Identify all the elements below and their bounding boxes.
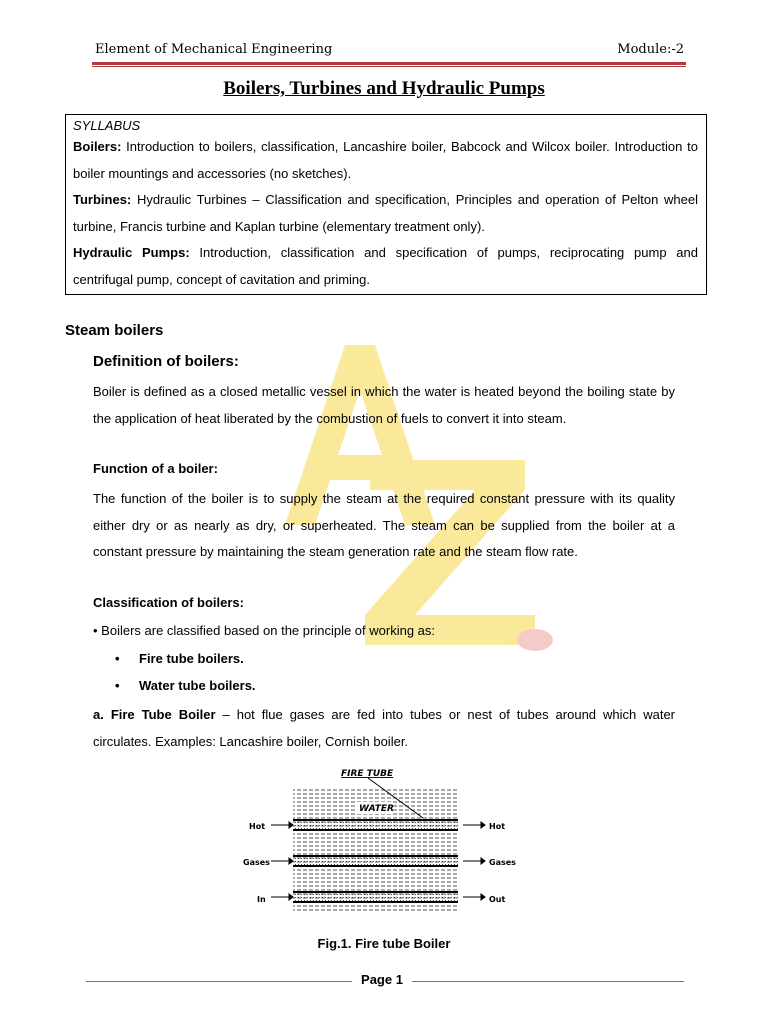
tube-2 (293, 856, 458, 866)
page-title: Boilers, Turbines and Hydraulic Pumps (223, 78, 545, 99)
classification-heading: Classification of boilers: (93, 595, 244, 610)
syllabus-turbines (73, 187, 698, 240)
footer-rule-left (86, 981, 352, 982)
syllabus-box (65, 114, 707, 295)
syllabus-heading: SYLLABUS (73, 118, 141, 133)
bullet-icon: • (115, 651, 120, 666)
bullet-icon: • (115, 678, 120, 693)
function-text: The function of the boiler is to supply the steam at the required constant pressure with its quality either dry or as nearly as dry, or superheated. The steam can be supplied from the boiler at a constant pressure by maintaining the steam generation rate and the steam flow rate. (93, 491, 675, 559)
footer-rule-right (412, 981, 684, 982)
fire-tube-diagram (243, 764, 523, 914)
left-arrows (271, 822, 293, 900)
left-label-gases: Gases (243, 858, 270, 867)
fire-tube-text (93, 702, 675, 755)
tube-3 (293, 892, 458, 902)
fire-tube-description: – hot flue gases are fed into tubes or nest of tubes around which water circulates. Examples: Lancashire boiler, Cornish boiler. (93, 707, 676, 749)
page-number: Page 1 (361, 972, 403, 987)
list-item-label: Fire tube boilers. (139, 651, 244, 666)
syllabus-pumps-text: Introduction, classification and specification of pumps, reciprocating pump and centrifugal pump, concept of cavitation and priming. (73, 245, 698, 287)
syllabus-turbines-text: Hydraulic Turbines – Classification and specification, Principles and operation of Pelton wheel turbine, Francis turbine and Kaplan turbine (elementary treatment only). (73, 192, 698, 234)
syllabus-turbines-label: Turbines: (73, 192, 132, 207)
definition-heading: Definition of boilers: (93, 353, 239, 370)
header-module: Module:-2 (617, 42, 684, 57)
fire-tube-label: FIRE TUBE (341, 769, 394, 779)
header-course-title: Element of Mechanical Engineering (95, 42, 333, 57)
right-label-hot: Hot (489, 822, 506, 831)
water-label: WATER (359, 804, 394, 814)
header-rule (92, 62, 686, 65)
section-heading: Steam boilers (65, 322, 164, 339)
header-rule-thin (92, 66, 686, 67)
function-heading: Function of a boiler: (93, 461, 218, 476)
figure-caption: Fig.1. Fire tube Boiler (317, 936, 451, 951)
right-label-out: Out (489, 895, 506, 904)
syllabus-boilers-label: Boilers: (73, 139, 122, 154)
list-item-label: Water tube boilers. (139, 678, 256, 693)
right-label-gases: Gases (489, 858, 516, 867)
left-label-hot: Hot (249, 822, 266, 831)
syllabus-boilers (73, 134, 698, 187)
list-item (115, 678, 256, 693)
classification-intro: • Boilers are classified based on the principle of working as: (93, 623, 436, 638)
left-label-in: In (257, 895, 266, 904)
tube-1 (293, 820, 458, 830)
syllabus-pumps (73, 240, 698, 293)
syllabus-pumps-label: Hydraulic Pumps: (73, 245, 190, 260)
syllabus-boilers-text: Introduction to boilers, classification, Lancashire boiler, Babcock and Wilcox boiler. Introduction to boiler mountings and accessories (no sketches). (73, 139, 698, 181)
definition-text: Boiler is defined as a closed metallic vessel in which the water is heated beyond the boiling state by the application of heat liberated by the combustion of fuels to convert it into steam. (93, 384, 675, 426)
list-item (115, 651, 244, 666)
right-arrows (463, 822, 485, 900)
fire-tube-label: a. Fire Tube Boiler (93, 707, 216, 722)
